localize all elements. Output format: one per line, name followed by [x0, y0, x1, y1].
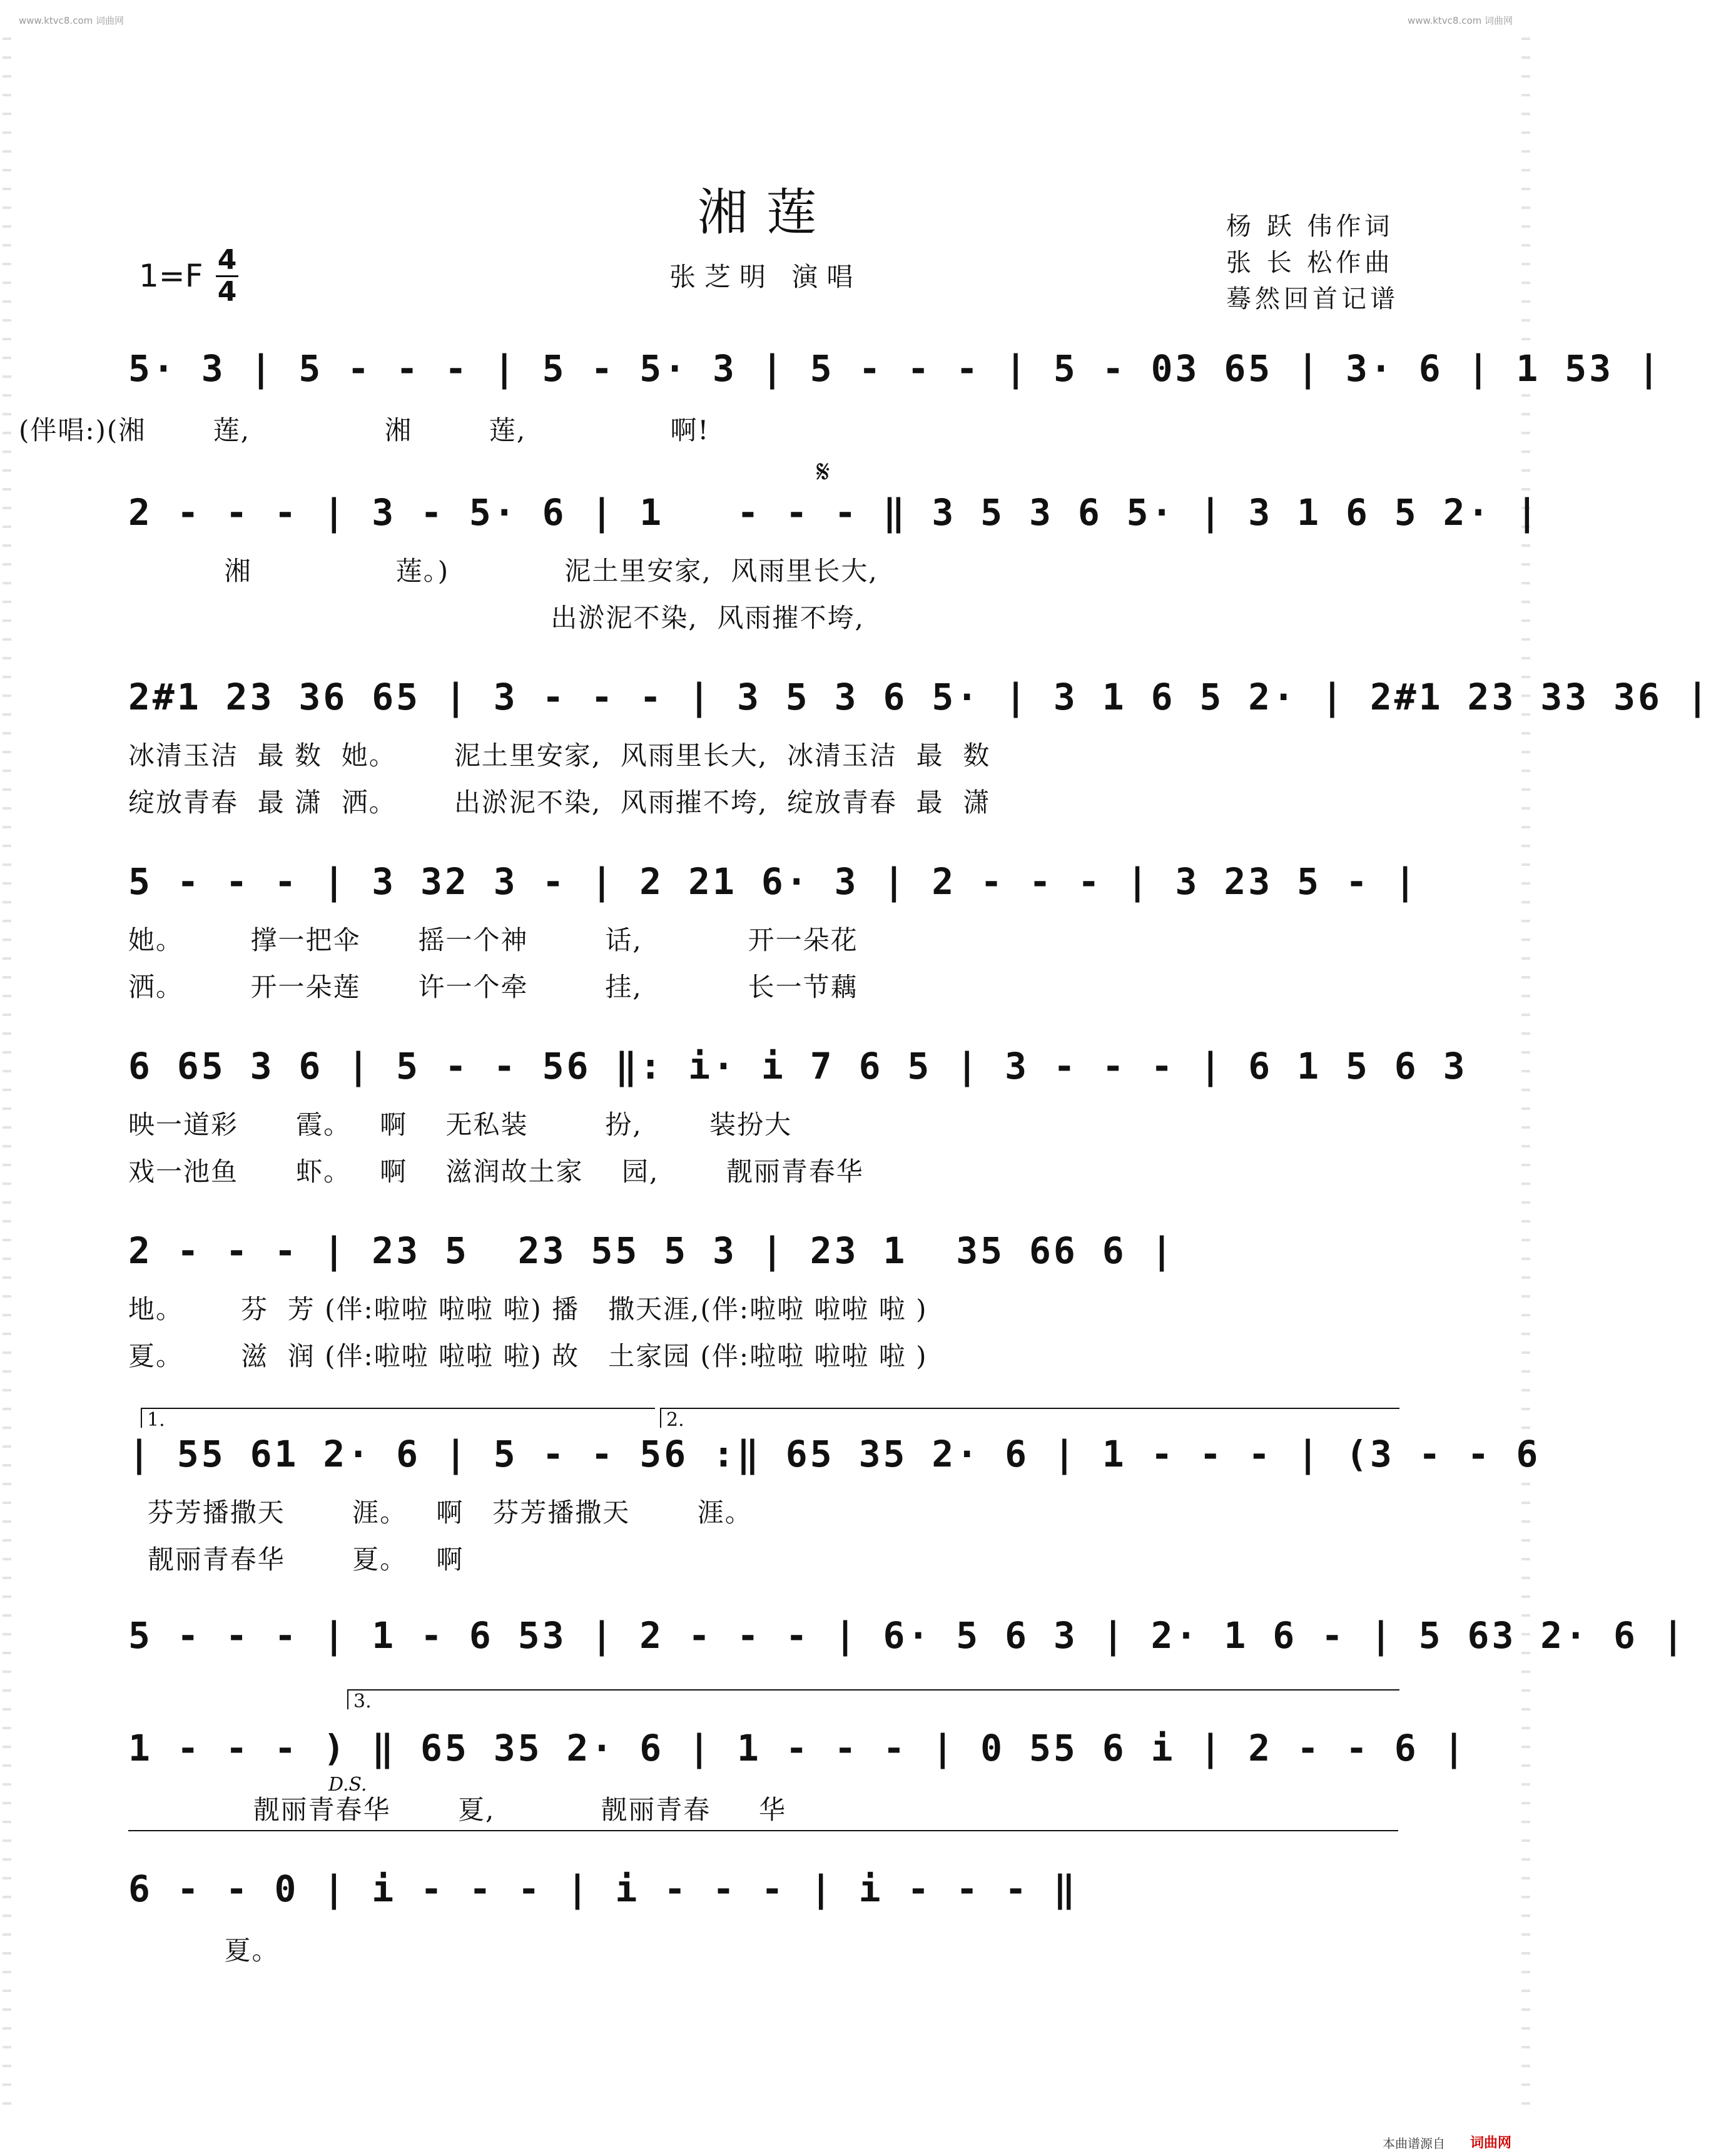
transcriber-credit: 蓦然回首记谱 [1226, 285, 1399, 313]
score-row-5-lyrics-verse-1: 映一道彩 霞。 啊 无私装 扮, 装扮大 [128, 1109, 793, 1140]
volta-3-label: 3. [353, 1691, 372, 1712]
score-row-2-lyrics-verse-1: 湘 莲。) 泥土里安家, 风雨里长大, [128, 556, 878, 586]
score-row-6-notes: 2 - - - | 23 5 23 55 5 3 | 23 1 35 66 6 | [128, 1229, 1175, 1272]
volta-2-label: 2. [666, 1409, 684, 1431]
volta-3-bracket [347, 1689, 1399, 1709]
score-row-3-lyrics-verse-1: 冰清玉洁 最 数 她。 泥土里安家, 风雨里长大, 冰清玉洁 最 数 [128, 740, 991, 771]
score-row-10-notes: 6 - - 0 | i - - - | i - - - | i - - - ‖ [128, 1868, 1078, 1910]
score-row-8-notes: 5 - - - | 1 - 6 53 | 2 - - - | 6· 5 6 3 | 2· 1 6 - | 5 63 2· 6 | [128, 1614, 1687, 1657]
song-title: 湘莲 [698, 183, 835, 242]
score-row-10-lyrics: 夏。 [128, 1935, 280, 1966]
score-row-4-notes: 5 - - - | 3 32 3 - | 2 21 6· 3 | 2 - - - | 3 23 5 - | [128, 860, 1419, 903]
time-signature-bottom: 4 [216, 275, 238, 307]
time-signature-top: 4 [217, 244, 237, 276]
dal-segno-mark: D.S. [328, 1774, 367, 1796]
score-row-2-lyrics-verse-2: 出淤泥不染, 风雨摧不垮, [128, 603, 865, 633]
composer-credit: 张 长 松作曲 [1226, 248, 1394, 277]
watermark-top-left: www.ktvc8.com 词曲网 [19, 15, 124, 26]
score-row-6-lyrics-verse-2: 夏。 滋 润 (伴:啦啦 啦啦 啦) 故 土家园 (伴:啦啦 啦啦 啦 ) [128, 1341, 928, 1371]
lyricist-credit: 杨 跃 伟作词 [1226, 212, 1394, 241]
score-row-7-lyrics-verse-1: 芬芳播撒天 涯。 啊 芬芳播撒天 涯。 [128, 1497, 753, 1528]
volta-1-bracket [141, 1408, 655, 1428]
score-row-5-lyrics-verse-2: 戏一池鱼 虾。 啊 滋润故土家 园, 靓丽青春华 [128, 1156, 864, 1187]
footer-source-label: 本曲谱源自 [1383, 2136, 1445, 2151]
coda-separator-line [128, 1830, 1398, 1831]
score-row-5-notes: 6 65 3 6 | 5 - - 56 ‖: i· i 7 6 5 | 3 - - - | 6 1 5 6 3 [128, 1045, 1468, 1087]
time-signature [216, 245, 238, 307]
score-row-9-lyrics: 靓丽青春华 夏, 靓丽青春 华 [128, 1794, 786, 1825]
footer-brand: 词曲网 [1470, 2135, 1512, 2151]
key-signature: 1=F [139, 258, 203, 294]
score-row-4-lyrics-verse-2: 洒。 开一朵莲 许一个牵 挂, 长一节藕 [128, 972, 858, 1002]
watermark-top-right: www.ktvc8.com 词曲网 [1408, 15, 1513, 26]
score-row-4-lyrics-verse-1: 她。 撑一把伞 摇一个神 话, 开一朵花 [128, 925, 858, 955]
score-row-9-notes: 1 - - - ) ‖ 65 35 2· 6 | 1 - - - | 0 55 6 i | 2 - - 6 | [128, 1727, 1468, 1769]
score-row-6-lyrics-verse-1: 地。 芬 芳 (伴:啦啦 啦啦 啦) 播 撒天涯,(伴:啦啦 啦啦 啦 ) [128, 1294, 928, 1325]
segno-sign: 𝄋 [816, 454, 830, 490]
score-row-2-notes: 2 - - - | 3 - 5· 6 | 1 - - - ‖ 3 5 3 6 5· | 3 1 6 5 2· | [128, 491, 1541, 534]
score-row-7-lyrics-verse-2: 靓丽青春华 夏。 啊 [128, 1544, 464, 1575]
left-border-band [3, 38, 11, 2108]
volta-2-bracket [660, 1408, 1399, 1428]
score-row-7-notes: | 55 61 2· 6 | 5 - - 56 :‖ 65 35 2· 6 | 1 - - - | (3 - - 6 [128, 1433, 1541, 1475]
score-row-1-lyrics: (伴唱:)(湘 莲, 湘 莲, 啊! [19, 415, 710, 445]
score-row-3-lyrics-verse-2: 绽放青春 最 潇 洒。 出淤泥不染, 风雨摧不垮, 绽放青春 最 潇 [128, 787, 991, 818]
singer-credit: 张芝明 演唱 [669, 262, 862, 292]
score-row-1-notes: 5· 3 | 5 - - - | 5 - 5· 3 | 5 - - - | 5 - 03 65 | 3· 6 | 1 53 | [128, 347, 1662, 390]
volta-1-label: 1. [147, 1409, 165, 1431]
score-row-3-notes: 2#1 23 36 65 | 3 - - - | 3 5 3 6 5· | 3 1 6 5 2· | 2#1 23 33 36 | [128, 676, 1711, 718]
